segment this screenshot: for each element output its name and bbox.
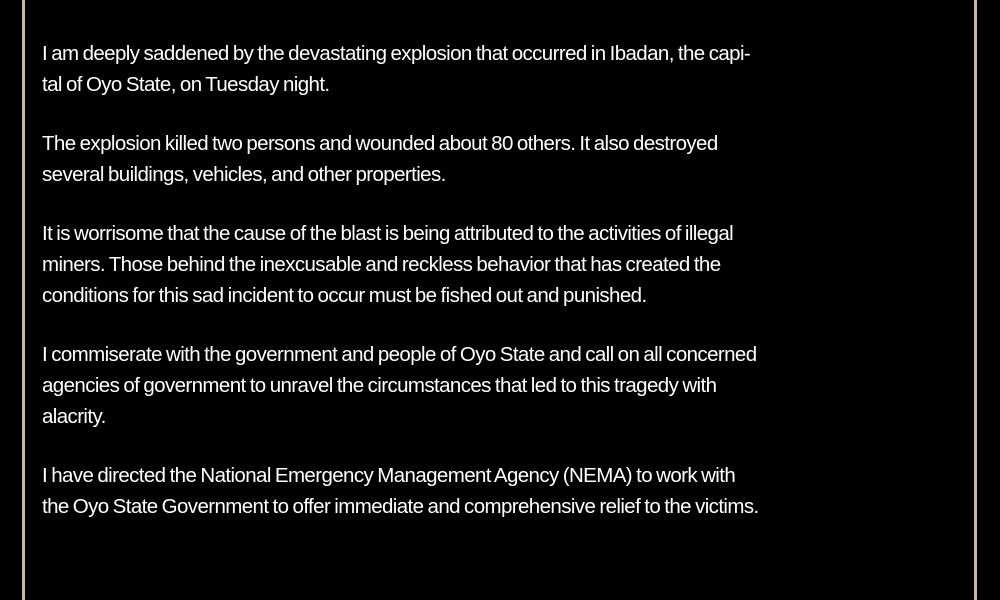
statement-paragraph-4: I commiserate with the government and people of Oyo State and call on all concerned agencies of government to unravel the circumstances that led to this tragedy with alacrity. [42,343,757,428]
statement-paragraph-3: It is worrisome that the cause of the blast is being attributed to the activities of illegal miners. Those behind the inexcusable and reckless behavior that has created the conditions for this sad incident to occur must be fished out and punished. [42,222,734,307]
statement-body [42,38,942,550]
statement-paragraph-1: I am deeply saddened by the devastating explosion that occurred in Ibadan, the capi- tal of Oyo State, on Tuesday night. [42,42,751,96]
statement-paragraph-5: I have directed the National Emergency Management Agency (NEMA) to work with the Oyo State Government to offer immediate and comprehensive relief to the victims. [42,464,759,518]
right-border-line [974,0,977,600]
statement-paragraph-2: The explosion killed two persons and wounded about 80 others. It also destroyed several buildings, vehicles, and other properties. [42,132,718,186]
left-border-line [22,0,25,600]
